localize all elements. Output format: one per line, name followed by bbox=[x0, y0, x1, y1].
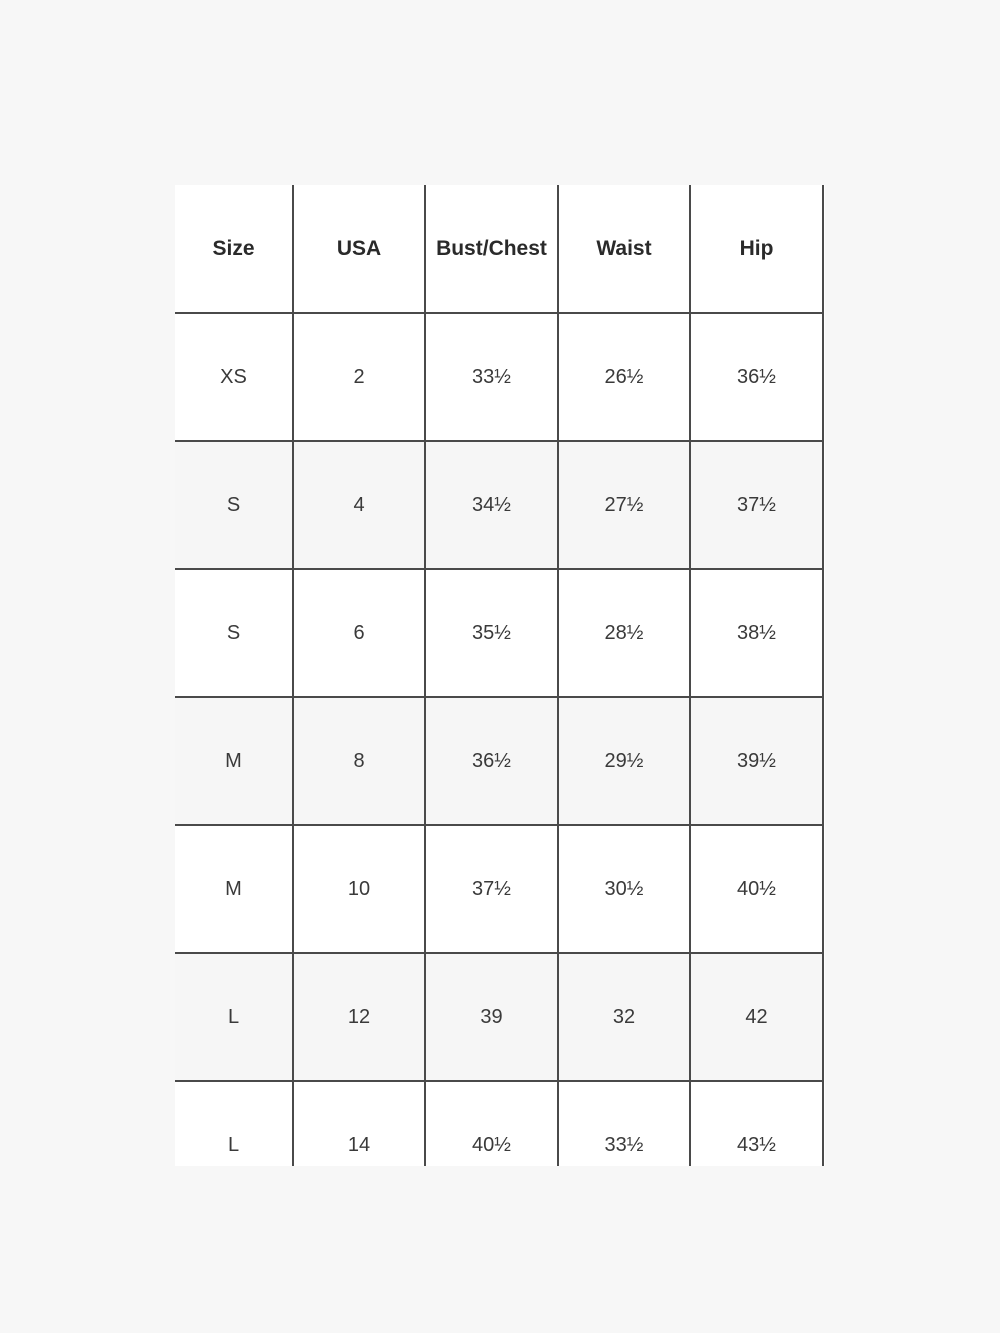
cell-bust: 33½ bbox=[425, 313, 558, 441]
size-chart-table bbox=[175, 185, 824, 1166]
cell-hip: 36½ bbox=[690, 313, 823, 441]
cell-usa: 6 bbox=[293, 569, 425, 697]
header-usa: USA bbox=[293, 185, 425, 313]
table-row bbox=[175, 313, 823, 441]
header-waist: Waist bbox=[558, 185, 690, 313]
header-hip: Hip bbox=[690, 185, 823, 313]
cell-size: S bbox=[175, 441, 293, 569]
cell-bust: 36½ bbox=[425, 697, 558, 825]
cell-hip: 37½ bbox=[690, 441, 823, 569]
cell-usa: 2 bbox=[293, 313, 425, 441]
cell-hip: 43½ bbox=[690, 1081, 823, 1166]
table-row bbox=[175, 953, 823, 1081]
cell-waist: 33½ bbox=[558, 1081, 690, 1166]
cell-bust: 37½ bbox=[425, 825, 558, 953]
cell-usa: 4 bbox=[293, 441, 425, 569]
table-row bbox=[175, 441, 823, 569]
cell-size: S bbox=[175, 569, 293, 697]
cell-bust: 35½ bbox=[425, 569, 558, 697]
size-chart-area bbox=[175, 185, 825, 1166]
table-row bbox=[175, 697, 823, 825]
cell-hip: 38½ bbox=[690, 569, 823, 697]
header-size: Size bbox=[175, 185, 293, 313]
cell-hip: 40½ bbox=[690, 825, 823, 953]
cell-usa: 12 bbox=[293, 953, 425, 1081]
cell-size: M bbox=[175, 825, 293, 953]
cell-usa: 8 bbox=[293, 697, 425, 825]
cell-hip: 42 bbox=[690, 953, 823, 1081]
cell-waist: 26½ bbox=[558, 313, 690, 441]
cell-hip: 39½ bbox=[690, 697, 823, 825]
cell-size: L bbox=[175, 953, 293, 1081]
cell-bust: 40½ bbox=[425, 1081, 558, 1166]
cell-bust: 39 bbox=[425, 953, 558, 1081]
cell-waist: 28½ bbox=[558, 569, 690, 697]
cell-size: M bbox=[175, 697, 293, 825]
cell-waist: 27½ bbox=[558, 441, 690, 569]
table-row bbox=[175, 569, 823, 697]
cell-usa: 10 bbox=[293, 825, 425, 953]
cell-size: XS bbox=[175, 313, 293, 441]
cell-waist: 32 bbox=[558, 953, 690, 1081]
table-row bbox=[175, 825, 823, 953]
cell-bust: 34½ bbox=[425, 441, 558, 569]
cell-usa: 14 bbox=[293, 1081, 425, 1166]
cell-waist: 30½ bbox=[558, 825, 690, 953]
table-row bbox=[175, 1081, 823, 1166]
cell-size: L bbox=[175, 1081, 293, 1166]
header-row bbox=[175, 185, 823, 313]
header-bust-chest: Bust/Chest bbox=[425, 185, 558, 313]
cell-waist: 29½ bbox=[558, 697, 690, 825]
